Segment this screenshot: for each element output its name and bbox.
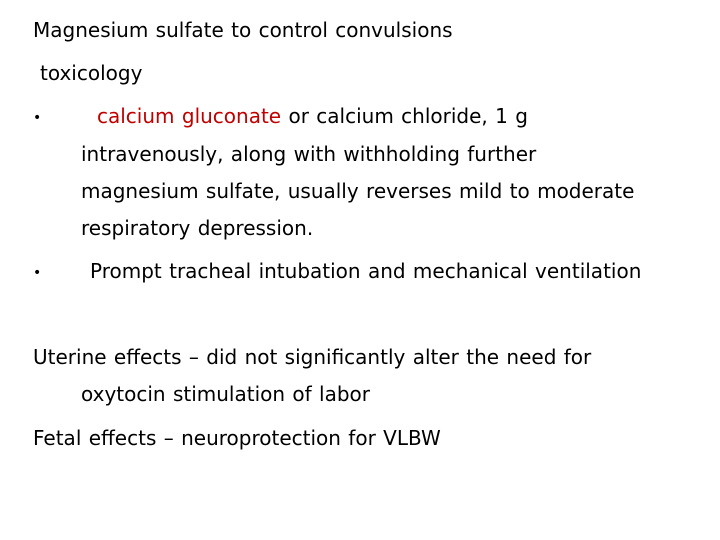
bullet-marker-1: • (33, 110, 42, 126)
bullet-1-line-2: intravenously, along with withholding further (81, 142, 537, 166)
fetal-effects: Fetal effects – neuroprotection for VLBW (33, 426, 441, 450)
bullet-1-line-4: respiratory depression. (81, 216, 314, 240)
bullet-1-line-1: or calcium chloride, 1 g (281, 104, 528, 128)
slide-heading: Magnesium sulfate to control convulsions (33, 18, 453, 42)
bullet-1-line-3: magnesium sulfate, usually reverses mild to moderate (81, 179, 635, 203)
bullet-1-first-line (97, 104, 528, 128)
bullet-2-line-1: Prompt tracheal intubation and mechanical ventilation (90, 259, 642, 283)
bullet-marker-2: • (33, 265, 42, 281)
uterine-effects-line-2: oxytocin stimulation of labor (81, 382, 371, 406)
slide-subheading: toxicology (40, 61, 143, 85)
highlight-calcium-gluconate: calcium gluconate (97, 104, 282, 128)
uterine-effects-line-1: Uterine effects – did not significantly alter the need for (33, 345, 592, 369)
